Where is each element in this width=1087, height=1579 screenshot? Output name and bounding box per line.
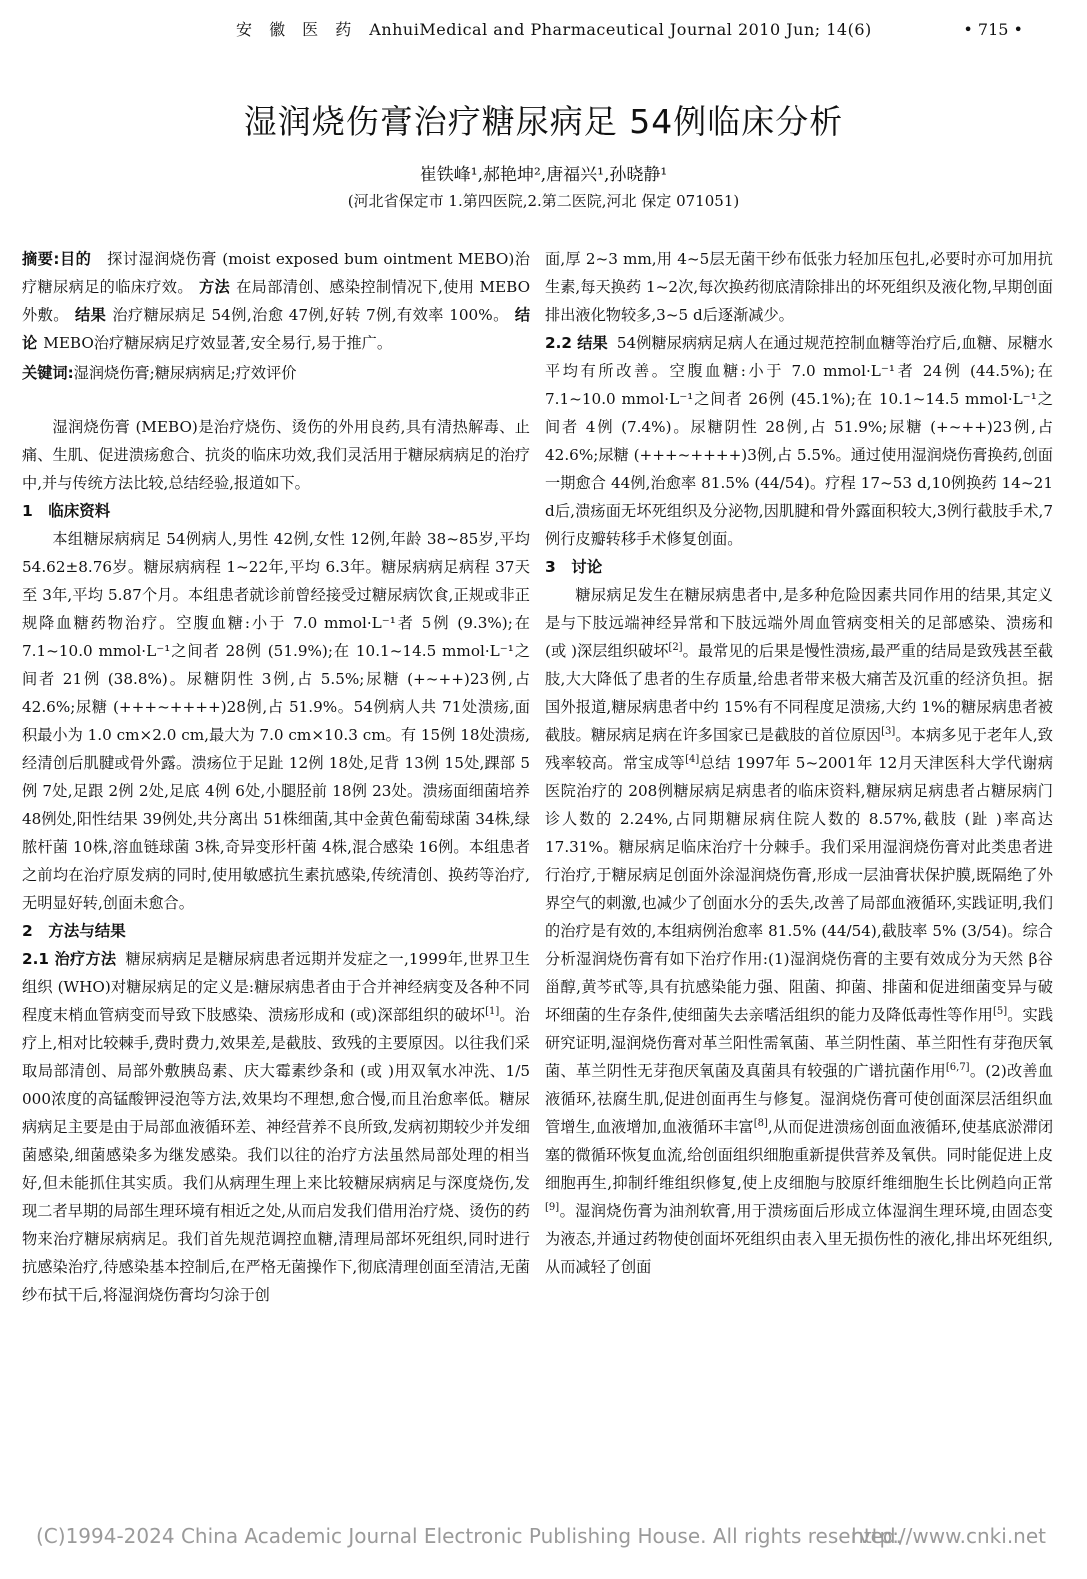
section-3-heading — [545, 553, 1053, 581]
keywords — [22, 359, 530, 387]
intro-paragraph: 湿润烧伤膏 (MEBO)是治疗烧伤、烫伤的外用良药,具有清热解毒、止痛、生肌、促进溃疡愈合、抗炎的临床功效,我们灵活用于糖尿病病足的治疗中,并与传统方法比较,总结经验,报道如下。 — [22, 418, 530, 492]
keywords-label: 关键词: — [22, 364, 74, 382]
section-2-2-text: 54例糖尿病病足病人在通过规范控制血糖等治疗后,血糖、尿糖水平均有所改善。空腹血糖:小于 7.0 mmol·L⁻¹者 24例 (44.5%);在 7.1~10.0 mmol·L⁻¹之间者 26例 (45.1%);在 10.1~14.5 mmol·L⁻¹之间者 4例 (7.4%)。尿糖阴性 28例,占 51.9%;尿糖 (+~++)23例,占 42.6%;尿糖 (+++~++++)3例,占 5.5%。通过使用湿润烧伤膏换药,创面一期愈合 44例,治愈率 81.5% (44/54)。疗程 17~53 d,10例换药 14~21 d后,溃疡面无坏死组织及分泌物,因肌腱和骨外露面积较大,3例行截肢手术,7例行皮瓣转移手术修复创面。 — [545, 334, 1053, 548]
citation-1: [1] — [485, 1005, 500, 1017]
purpose-label: 目的 — [59, 250, 92, 268]
section-2-1-text-b: 。治疗上,相对比较棘手,费时费力,效果差,是截肢、致残的主要原因。以往我们采取局部清创、局部外敷胰岛素、庆大霉素纱条和 (或 )用双氧水冲洗、1/5 000浓度的高锰酸钾浸泡等方法,效果均不理想,愈合慢,而且治愈率低。糖尿病病足主要是由于局部血液循环差、神经营养不良所致,发病初期较少并发细菌感染,细菌感染多为继发感染。我们以往的治疗方法虽然局部处理的相当好,但未能抓住其实质。我们从病理生理上来比较糖尿病病足与深度烧伤,发现二者早期的局部生理环境有相近之处,从而启发我们借用治疗烧、烫伤的药物来治疗糖尿病病足。我们首先规范调控血糖,清理局部坏死组织,同时进行抗感染治疗,待感染基本控制后,在严格无菌操作下,彻底清理创面至清洁,无菌纱布拭干后,将湿润烧伤膏均匀涂于创 — [22, 1006, 530, 1304]
keywords-text: 湿润烧伤膏;糖尿病病足;疗效评价 — [73, 364, 297, 382]
journal-name-cn: 安 徽 医 药 — [236, 20, 358, 39]
author-list: 崔铁峰¹,郝艳坤²,唐福兴¹,孙晓静¹ — [419, 165, 668, 185]
section-2-1-continued: 面,厚 2~3 mm,用 4~5层无菌干纱布低张力轻加压包扎,必要时亦可加用抗生素,每天换药 1~2次,每次换药彻底清除排出的坏死组织及液化物,早期创面排出液化物较多,3~5 d后逐渐减少。 — [545, 250, 1053, 324]
right-column — [545, 245, 1053, 1515]
citation-9: [9] — [545, 1201, 560, 1213]
section-2-heading — [22, 917, 530, 945]
journal-name-en: AnhuiMedical and Pharmaceutical Journal 2010 Jun; 14(6) — [369, 20, 872, 39]
section-3-text-h: 。湿润烧伤膏为油剂软膏,用于溃疡面后形成立体湿润生理环境,由固态变为液态,并通过药物使创面坏死组织由表入里无损伤性的液化,排出坏死组织,从而减轻了创面 — [545, 1202, 1053, 1276]
result-text: 治疗糖尿病足 54例,治愈 47例,好转 7例,有效率 100%。 — [112, 306, 509, 324]
page-number: • 715 • — [963, 20, 1023, 39]
section-3-text-c: 。本病多见于老年人,致残率较高。常宝成等 — [545, 726, 1053, 772]
conclusion-text: MEBO治疗糖尿病足疗效显著,安全易行,易于推广。 — [43, 334, 393, 352]
section-3-title: 讨论 — [571, 558, 603, 576]
section-1-paragraph: 本组糖尿病病足 54例病人,男性 42例,女性 12例,年龄 38~85岁,平均 54.62±8.76岁。糖尿病病程 1~22年,平均 6.3年。糖尿病病足病程 37天至 3年,平均 5.87个月。本组患者就诊前曾经接受过糖尿病饮食,正规或非正规降血糖药物治疗。空腹血糖:小于 7.0 mmol·L⁻¹者 5例 (9.3%);在 7.1~10.0 mmol·L⁻¹之间者 28例 (51.9%);在 10.1~14.5 mmol·L⁻¹之间者 21例 (38.8%)。尿糖阴性 3例,占 5.5%;尿糖 (+~++)23例,占 42.6%;尿糖 (+++~++++)28例,占 51.9%。54例病人共 71处溃疡,面积最小为 1.0 cm×2.0 cm,最大为 7.0 cm×10.3 cm。有 15例 18处溃疡,经清创后肌腱或骨外露。溃疡位于足趾 12例 18处,足背 13例 15处,踝部 5例 7处,足跟 2例 2处,足底 4例 6处,小腿胫前 18例 23处。溃疡面细菌培养 48例处,阳性结果 39例处,共分离出 51株细菌,其中金黄色葡萄球菌 34株,绿脓杆菌 10株,溶血链球菌 3株,奇异变形杆菌 4株,混合感染 16例。本组患者之前均在治疗原发病的同时,使用敏感抗生素抗感染,传统清创、换药等治疗,无明显好转,创面未愈合。 — [22, 530, 530, 912]
copyright-footer — [36, 1516, 1046, 1556]
abstract-label: 摘要: — [22, 250, 60, 268]
section-2-2-label: 2.2 结果 — [545, 334, 608, 352]
citation-2: [2] — [668, 641, 683, 653]
copyright-text: (C)1994-2024 China Academic Journal Electronic Publishing House. All rights reserved. — [36, 1524, 902, 1548]
citation-6-7: [6,7] — [945, 1061, 970, 1073]
section-2-1-paragraph — [22, 945, 530, 1309]
section-2-1-label: 2.1 治疗方法 — [22, 950, 117, 968]
abstract-spacer — [22, 387, 530, 413]
section-3-text-b: 。最常见的后果是慢性溃疡,最严重的结局是致残甚至截肢,大大降低了患者的生存质量,给患者带来极大痛苦及沉重的经济负担。据国外报道,糖尿病患者中约 15%有不同程度足溃疡,大约 1%的糖尿病患者被截肢。糖尿病足病在许多国家已是截肢的首位原因 — [545, 642, 1053, 744]
citation-8: [8] — [753, 1117, 768, 1129]
affiliation: (河北省保定市 1.第四医院,2.第二医院,河北 保定 071051) — [347, 192, 740, 210]
section-1-title: 临床资料 — [48, 502, 111, 520]
section-2-2-paragraph — [545, 329, 1053, 553]
section-3-text-d: 总结 1997年 5~2001年 12月天津医科大学代谢病医院治疗的 208例糖尿病足病患者的临床资料,糖尿病足病患者占糖尿病门诊人数的 2.24%,占同期糖尿病住院人数的 8.57%,截肢 (趾 )率高达 17.31%。糖尿病足临床治疗十分棘手。我们采用湿润烧伤膏对此类患者进行治疗,于糖尿病足创面外涂湿润烧伤膏,形成一层油膏状保护膜,既隔绝了外界空气的刺激,也减少了创面水分的丢失,改善了局部血液循环,实践证明,我们的治疗是有效的,本组病例治愈率 81.5% (44/54),截肢率 5% (3/54)。综合分析湿润烧伤膏有如下治疗作用:(1)湿润烧伤膏的主要有效成分为天然 β谷甾醇,黄芩甙等,具有抗感染能力强、阻菌、抑菌、排菌和促进细菌变异与破坏细菌的生存条件,使细菌失去亲嗜活组织的能力及降低毒性等作用 — [545, 754, 1053, 1024]
section-2-title: 方法与结果 — [48, 922, 126, 940]
citation-3: [3] — [881, 725, 896, 737]
abstract — [22, 245, 530, 357]
citation-4: [4] — [685, 753, 700, 765]
section-2-1-text-a: 糖尿病病足是糖尿病患者远期并发症之一,1999年,世界卫生组织 (WHO)对糖尿病足的定义是:糖尿病患者由于合并神经病变及各种不同程度末梢血管病变而导致下肢感染、溃疡形成和 (或)深部组织的破坏 — [22, 950, 530, 1024]
article-title: 湿润烧伤膏治疗糖尿病足 54例临床分析 — [243, 102, 844, 141]
section-3-text-g: ,从而促进溃疡创面血液循环,使基底淤滞闭塞的微循环恢复血流,给创面组织细胞重新提供营养及氧供。同时能促进上皮细胞再生,抑制纤维组织修复,使上皮细胞与胶原纤维细胞生长比例趋向正常 — [545, 1118, 1053, 1192]
running-header — [0, 14, 1087, 46]
section-3-text-f: 。(2)改善血液循环,祛腐生肌,促进创面再生与修复。湿润烧伤膏可使创面深层活组织血管增生,血液增加,血液循环丰富 — [545, 1062, 1053, 1136]
result-label: 结果 — [75, 306, 107, 324]
method-label: 方法 — [198, 278, 231, 296]
conclusion-label: 结论 — [22, 306, 530, 352]
section-1-heading — [22, 497, 530, 525]
footer-url[interactable]: http://www.cnki.net — [851, 1524, 1046, 1548]
purpose-text: 探讨湿润烧伤膏 (moist exposed bum ointment MEBO)治疗糖尿病足的临床疗效。 — [22, 250, 530, 296]
left-column — [22, 245, 530, 1515]
section-3-number: 3 — [545, 558, 556, 576]
section-3-text-a: 糖尿病足发生在糖尿病患者中,是多种危险因素共同作用的结果,其定义是与下肢远端神经异常和下肢远端外周血管病变相关的足部感染、溃疡和 (或 )深层组织破坏 — [545, 586, 1053, 660]
section-2-number: 2 — [22, 922, 33, 940]
method-text: 在局部清创、感染控制情况下,使用 MEBO外敷。 — [22, 278, 530, 324]
section-3-paragraph — [545, 581, 1053, 1281]
section-1-number: 1 — [22, 502, 33, 520]
section-3-text-e: 。实践研究证明,湿润烧伤膏对革兰阳性需氧菌、革兰阴性菌、革兰阳性有芽孢厌氧菌、革兰阴性无芽孢厌氧菌及真菌具有较强的广谱抗菌作用 — [545, 1006, 1053, 1080]
journal-name — [236, 14, 872, 46]
citation-5: [5] — [993, 1005, 1008, 1017]
